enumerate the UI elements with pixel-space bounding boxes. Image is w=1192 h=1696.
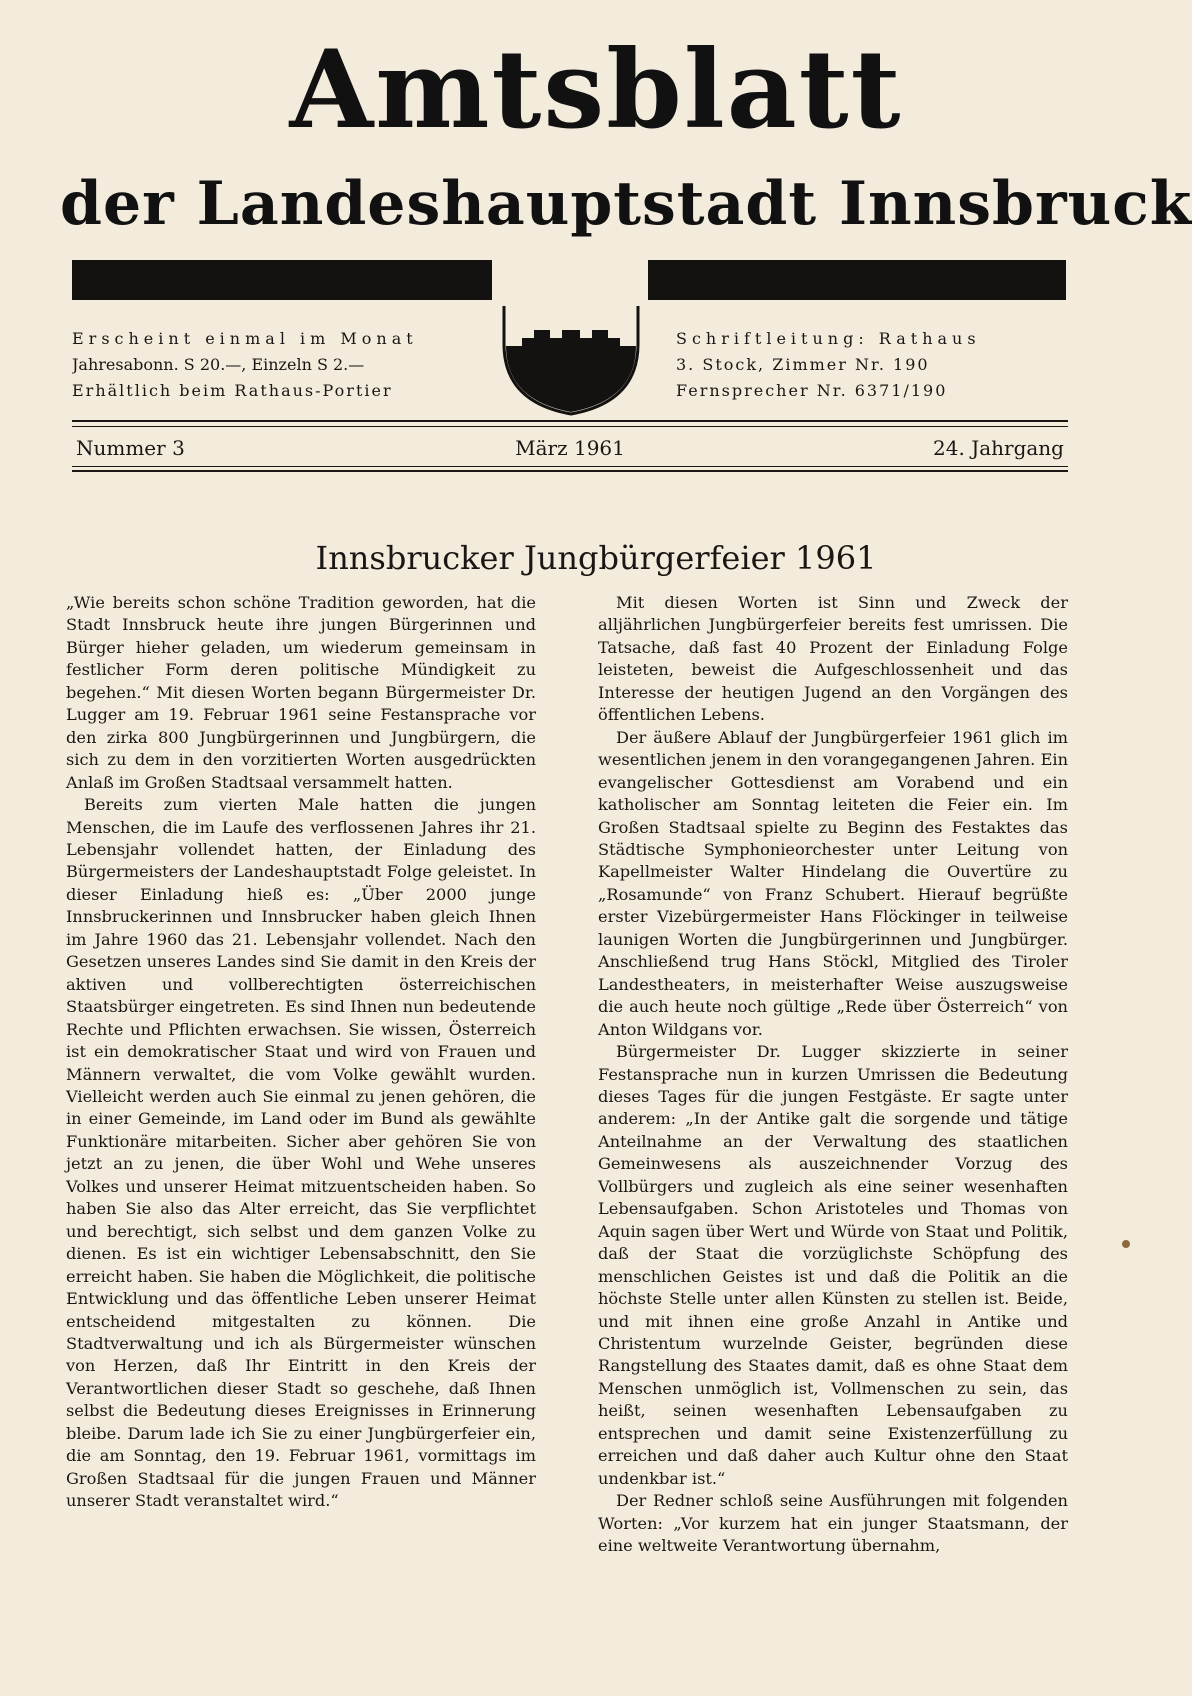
masthead-title: Amtsblatt	[289, 27, 903, 153]
info-editorial-office: Schriftleitung: Rathaus	[676, 329, 981, 348]
info-phone: Fernsprecher Nr. 6371/190	[676, 381, 948, 400]
masthead-bar-left	[72, 260, 492, 300]
issue-number: Nummer 3	[76, 436, 185, 460]
info-frequency: Erscheint einmal im Monat	[72, 329, 418, 348]
print-mark	[1122, 1240, 1130, 1248]
info-availability: Erhältlich beim Rathaus-Portier	[72, 381, 393, 400]
publication-info	[72, 326, 472, 404]
divider	[72, 420, 1068, 422]
divider	[72, 426, 1068, 427]
article-headline: Innsbrucker Jungbürgerfeier 1961	[315, 539, 877, 577]
issue-volume: 24. Jahrgang	[933, 436, 1064, 460]
masthead-bar-right	[648, 260, 1066, 300]
masthead-subtitle: der Landeshauptstadt Innsbruck	[60, 169, 1192, 239]
paragraph: „Wie bereits schon schöne Tradition geworden, hat die Stadt Innsbruck heute ihre jungen Bürgerinnen und Bürger hieher geladen, um wiederum gemeinsam in festlicher Form deren politische Mündigkeit zu begehen.“ Mit diesen Worten begann Bürgermeister Dr. Lugger am 19. Februar 1961 seine Festansprache vor den zirka 800 Jungbürgerinnen und Jungbürgern, die sich zu dem in den vorzitierten Worten ausgedrückten Anlaß im Großen Stadtsaal versammelt hatten.	[66, 593, 536, 792]
paragraph: Der Redner schloß seine Ausführungen mit folgenden Worten: „Vor kurzem hat ein junger Staatsmann, der eine weltweite Verantwortung übernahm,	[598, 1491, 1068, 1556]
article-column-right	[598, 592, 1068, 1557]
paragraph: Bürgermeister Dr. Lugger skizzierte in seiner Festansprache nun in kurzen Umrissen die Bedeutung dieses Tages für die jungen Festgäste. Er sagte unter anderem: „In der Antike galt die sorgende und tätige Anteilnahme an der Verwaltung des staatlichen Gemeinwesens als auszeichnender Vorzug des Vollbürgers und zugleich als eine seiner wesenhaften Lebensaufgaben. Schon Aristoteles und Thomas von Aquin sagen über Wert und Würde von Staat und Politik, daß der Staat die vorzüglichste Schöpfung des menschlichen Geistes ist und daß die Politik an die höchste Stelle unter allen Künsten zu stellen ist. Beide, und mit ihnen eine große Anzahl in Antike und Christentum wurzelnde Geister, begründen diese Rangstellung des Staates damit, daß es ohne Staat dem Menschen unmöglich ist, Vollmenschen zu sein, das heißt, seinen wesenhaften Lebensaufgaben zu entsprechen und damit seine Existenzerfüllung zu erreichen und daß daher auch Kultur ohne den Staat undenkbar ist.“	[598, 1042, 1068, 1488]
paragraph: Mit diesen Worten ist Sinn und Zweck der alljährlichen Jungbürgerfeier bereits fest umrissen. Die Tatsache, daß fast 40 Prozent der Einladung Folge leisteten, beweist die Aufgeschlossenheit und das Interesse der heutigen Jugend an den Vorgängen des öffentlichen Lebens.	[598, 593, 1068, 725]
paragraph: Der äußere Ablauf der Jungbürgerfeier 1961 glich im wesentlichen jenem in den vorangegangenen Jahren. Ein evangelischer Gottesdienst am Vorabend und ein katholischer am Sonntag leiteten die Feier ein. Im Großen Stadtsaal spielte zu Beginn des Festaktes das Städtische Symphonieorchester unter Leitung von Kapellmeister Walter Hindelang die Ouvertüre zu „Rosamunde“ von Franz Schubert. Hierauf begrüßte erster Vizebürgermeister Hans Flöckinger in teilweise launigen Worten die Jungbürgerinnen und Jungbürger. Anschließend trug Hans Stöckl, Mitglied des Tiroler Landestheaters, in meisterhafter Weise auszugsweise die auch heute noch gültige „Rede über Österreich“ von Anton Wildgans vor.	[598, 727, 1068, 1039]
coat-of-arms-icon	[500, 300, 642, 418]
issue-bar	[72, 432, 1068, 464]
issue-date: März 1961	[515, 436, 625, 460]
editorial-info	[676, 326, 1068, 404]
article-column-left	[66, 592, 536, 1513]
divider	[72, 466, 1068, 467]
info-room: 3. Stock, Zimmer Nr. 190	[676, 355, 930, 374]
info-price: Jahresabonn. S 20.—, Einzeln S 2.—	[72, 355, 365, 374]
paragraph: Bereits zum vierten Male hatten die jungen Menschen, die im Laufe des verflossenen Jahres ihr 21. Lebensjahr vollendet hatten, der Einladung des Bürgermeisters der Landeshauptstadt Folge geleistet. In dieser Einladung hieß es: „Über 2000 junge Innsbruckerinnen und Innsbrucker haben gleich Ihnen im Jahre 1960 das 21. Lebensjahr vollendet. Nach den Gesetzen unseres Landes sind Sie damit in den Kreis der aktiven und vollberechtigten österreichischen Staatsbürger eingetreten. Es sind Ihnen nun bedeutende Rechte und Pflichten erwachsen. Sie wissen, Österreich ist ein demokratischer Staat und wird von Frauen und Männern verwaltet, die vom Volke gewählt wurden. Vielleicht werden auch Sie einmal zu jenen gehören, die in einer Gemeinde, im Land oder im Bund als gewählte Funktionäre mitarbeiten. Sicher aber gehören Sie von jetzt an zu jenen, die über Wohl und Wehe unseres Volkes und unserer Heimat mitzuentscheiden haben. So haben Sie also das Alter erreicht, das Sie verpflichtet und berechtigt, sich selbst und dem ganzen Volke zu dienen. Es ist ein wichtiger Lebensabschnitt, den Sie erreicht haben. Sie haben die Möglichkeit, die politische Entwicklung und das öffentliche Leben unserer Heimat entscheidend mitgestalten zu können. Die Stadtverwaltung und ich als Bürgermeister wünschen von Herzen, daß Ihr Eintritt in den Kreis der Verantwortlichen dieser Stadt so geschehe, daß Ihnen selbst die Bedeutung dieses Ereignisses in Erinnerung bleibe. Darum lade ich Sie zu einer Jungbürgerfeier ein, die am Sonntag, den 19. Februar 1961, vormittags im Großen Stadtsaal für die jungen Frauen und Männer unserer Stadt veranstaltet wird.“	[66, 795, 536, 1511]
divider	[72, 470, 1068, 472]
